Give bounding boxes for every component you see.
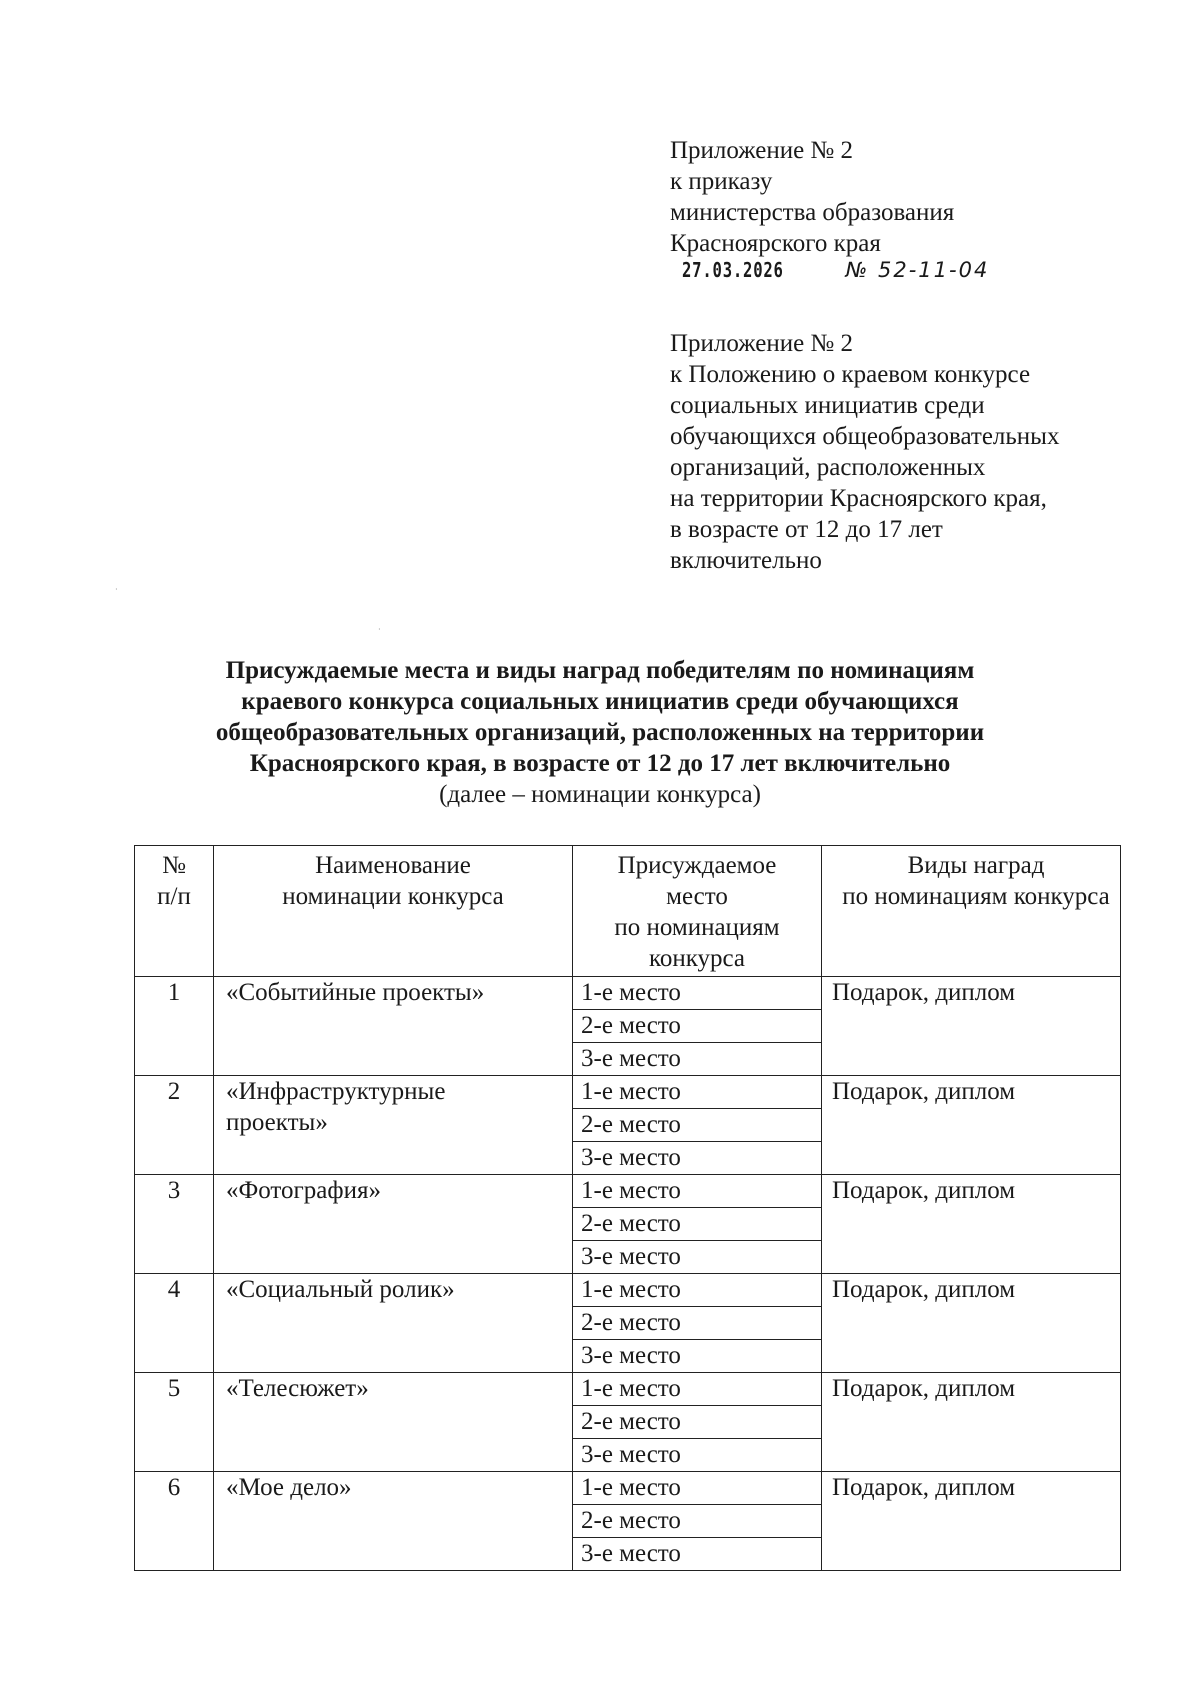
awarded-place: 2-е место [573,1307,822,1340]
document-title [130,655,1070,810]
nomination-name-line: «Телесюжет» [226,1375,369,1402]
table-row [135,1274,1121,1307]
award-type: Подарок, диплом [822,1274,1121,1373]
appendix-order-line: министерства образования [670,199,955,226]
awarded-place: 3-е место [573,1340,822,1373]
award-type: Подарок, диплом [822,1472,1121,1571]
header-place-line: Присуждаемое [617,852,777,879]
row-number: 6 [135,1472,214,1571]
awarded-place: 1-е место [573,1472,822,1505]
awarded-place: 2-е место [573,1109,822,1142]
order-stamp [670,253,989,284]
header-num [135,846,214,977]
appendix-regulation-line: в возрасте от 12 до 17 лет [670,516,943,543]
awarded-place: 2-е место [573,1010,822,1043]
table-row [135,977,1121,1010]
nomination-name [214,977,573,1076]
header-place-line: по номинациям [614,914,780,941]
award-type: Подарок, диплом [822,977,1121,1076]
award-type: Подарок, диплом [822,1076,1121,1175]
awarded-place: 3-е место [573,1241,822,1274]
awarded-place: 2-е место [573,1208,822,1241]
nomination-name-line: «Событийные проекты» [226,979,485,1006]
awarded-place: 3-е место [573,1142,822,1175]
awarded-place: 2-е место [573,1406,822,1439]
table-row [135,1472,1121,1505]
appendix-regulation-block [670,328,1059,576]
order-stamp-date: 27.03.2026 [682,258,784,282]
header-award [822,846,1121,977]
table-row [135,1175,1121,1208]
appendix-regulation-line: на территории Красноярского края, [670,485,1047,512]
nomination-name [214,1274,573,1373]
header-place [573,846,822,977]
title-subtitle: (далее – номинации конкурса) [439,781,761,808]
table-row [135,1076,1121,1109]
header-num-line: п/п [157,883,191,910]
appendix-order-block [670,135,989,284]
awarded-place: 1-е место [573,977,822,1010]
appendix-regulation-line: социальных инициатив среди [670,392,985,419]
header-name-line: номинации конкурса [282,883,504,910]
title-line: краевого конкурса социальных инициатив среди обучающихся [241,688,959,715]
row-number: 2 [135,1076,214,1175]
header-award-line: Виды наград [907,852,1045,879]
awarded-place: 3-е место [573,1043,822,1076]
awarded-place: 1-е место [573,1373,822,1406]
awards-table-body [135,977,1121,1571]
row-number: 4 [135,1274,214,1373]
header-num-line: № [162,852,186,879]
appendix-regulation-line: к Положению о краевом конкурсе [670,361,1031,388]
nomination-name-line: «Инфраструктурные [226,1078,446,1105]
header-name-line: Наименование [315,852,471,879]
table-row [135,1373,1121,1406]
awarded-place: 1-е место [573,1076,822,1109]
title-line: Красноярского края, в возрасте от 12 до 17 лет включительно [249,750,951,777]
header-name [214,846,573,977]
award-type: Подарок, диплом [822,1175,1121,1274]
nomination-name [214,1076,573,1175]
header-place-line: конкурса [648,945,746,972]
awarded-place: 1-е место [573,1274,822,1307]
nomination-name [214,1373,573,1472]
row-number: 3 [135,1175,214,1274]
scan-speck: · [115,585,118,594]
header-award-line: по номинациям конкурса [842,883,1110,910]
awarded-place: 1-е место [573,1175,822,1208]
nomination-name-line: проекты» [226,1109,328,1136]
awards-table [134,845,1121,1571]
header-place-line: место [666,883,728,910]
appendix-order-line: Приложение № 2 [670,137,854,164]
title-line: Присуждаемые места и виды наград победителям по номинациям [225,657,975,684]
appendix-regulation-line: Приложение № 2 [670,330,854,357]
nomination-name-line: «Социальный ролик» [226,1276,455,1303]
appendix-regulation-line: включительно [670,547,822,574]
awarded-place: 2-е место [573,1505,822,1538]
nomination-name [214,1175,573,1274]
nomination-name-line: «Мое дело» [226,1474,352,1501]
appendix-order-line: к приказу [670,168,773,195]
awarded-place: 3-е место [573,1538,822,1571]
row-number: 5 [135,1373,214,1472]
appendix-order-line: Красноярского края [670,230,881,257]
table-header-row [135,846,1121,977]
title-line: общеобразовательных организаций, расположенных на территории [215,719,985,746]
scan-speck: · [378,625,381,634]
awarded-place: 3-е место [573,1439,822,1472]
appendix-regulation-line: организаций, расположенных [670,454,986,481]
nomination-name-line: «Фотография» [226,1177,381,1204]
order-stamp-number: № 52-11-04 [845,258,990,282]
nomination-name [214,1472,573,1571]
appendix-regulation-line: обучающихся общеобразовательных [670,423,1060,450]
row-number: 1 [135,977,214,1076]
award-type: Подарок, диплом [822,1373,1121,1472]
